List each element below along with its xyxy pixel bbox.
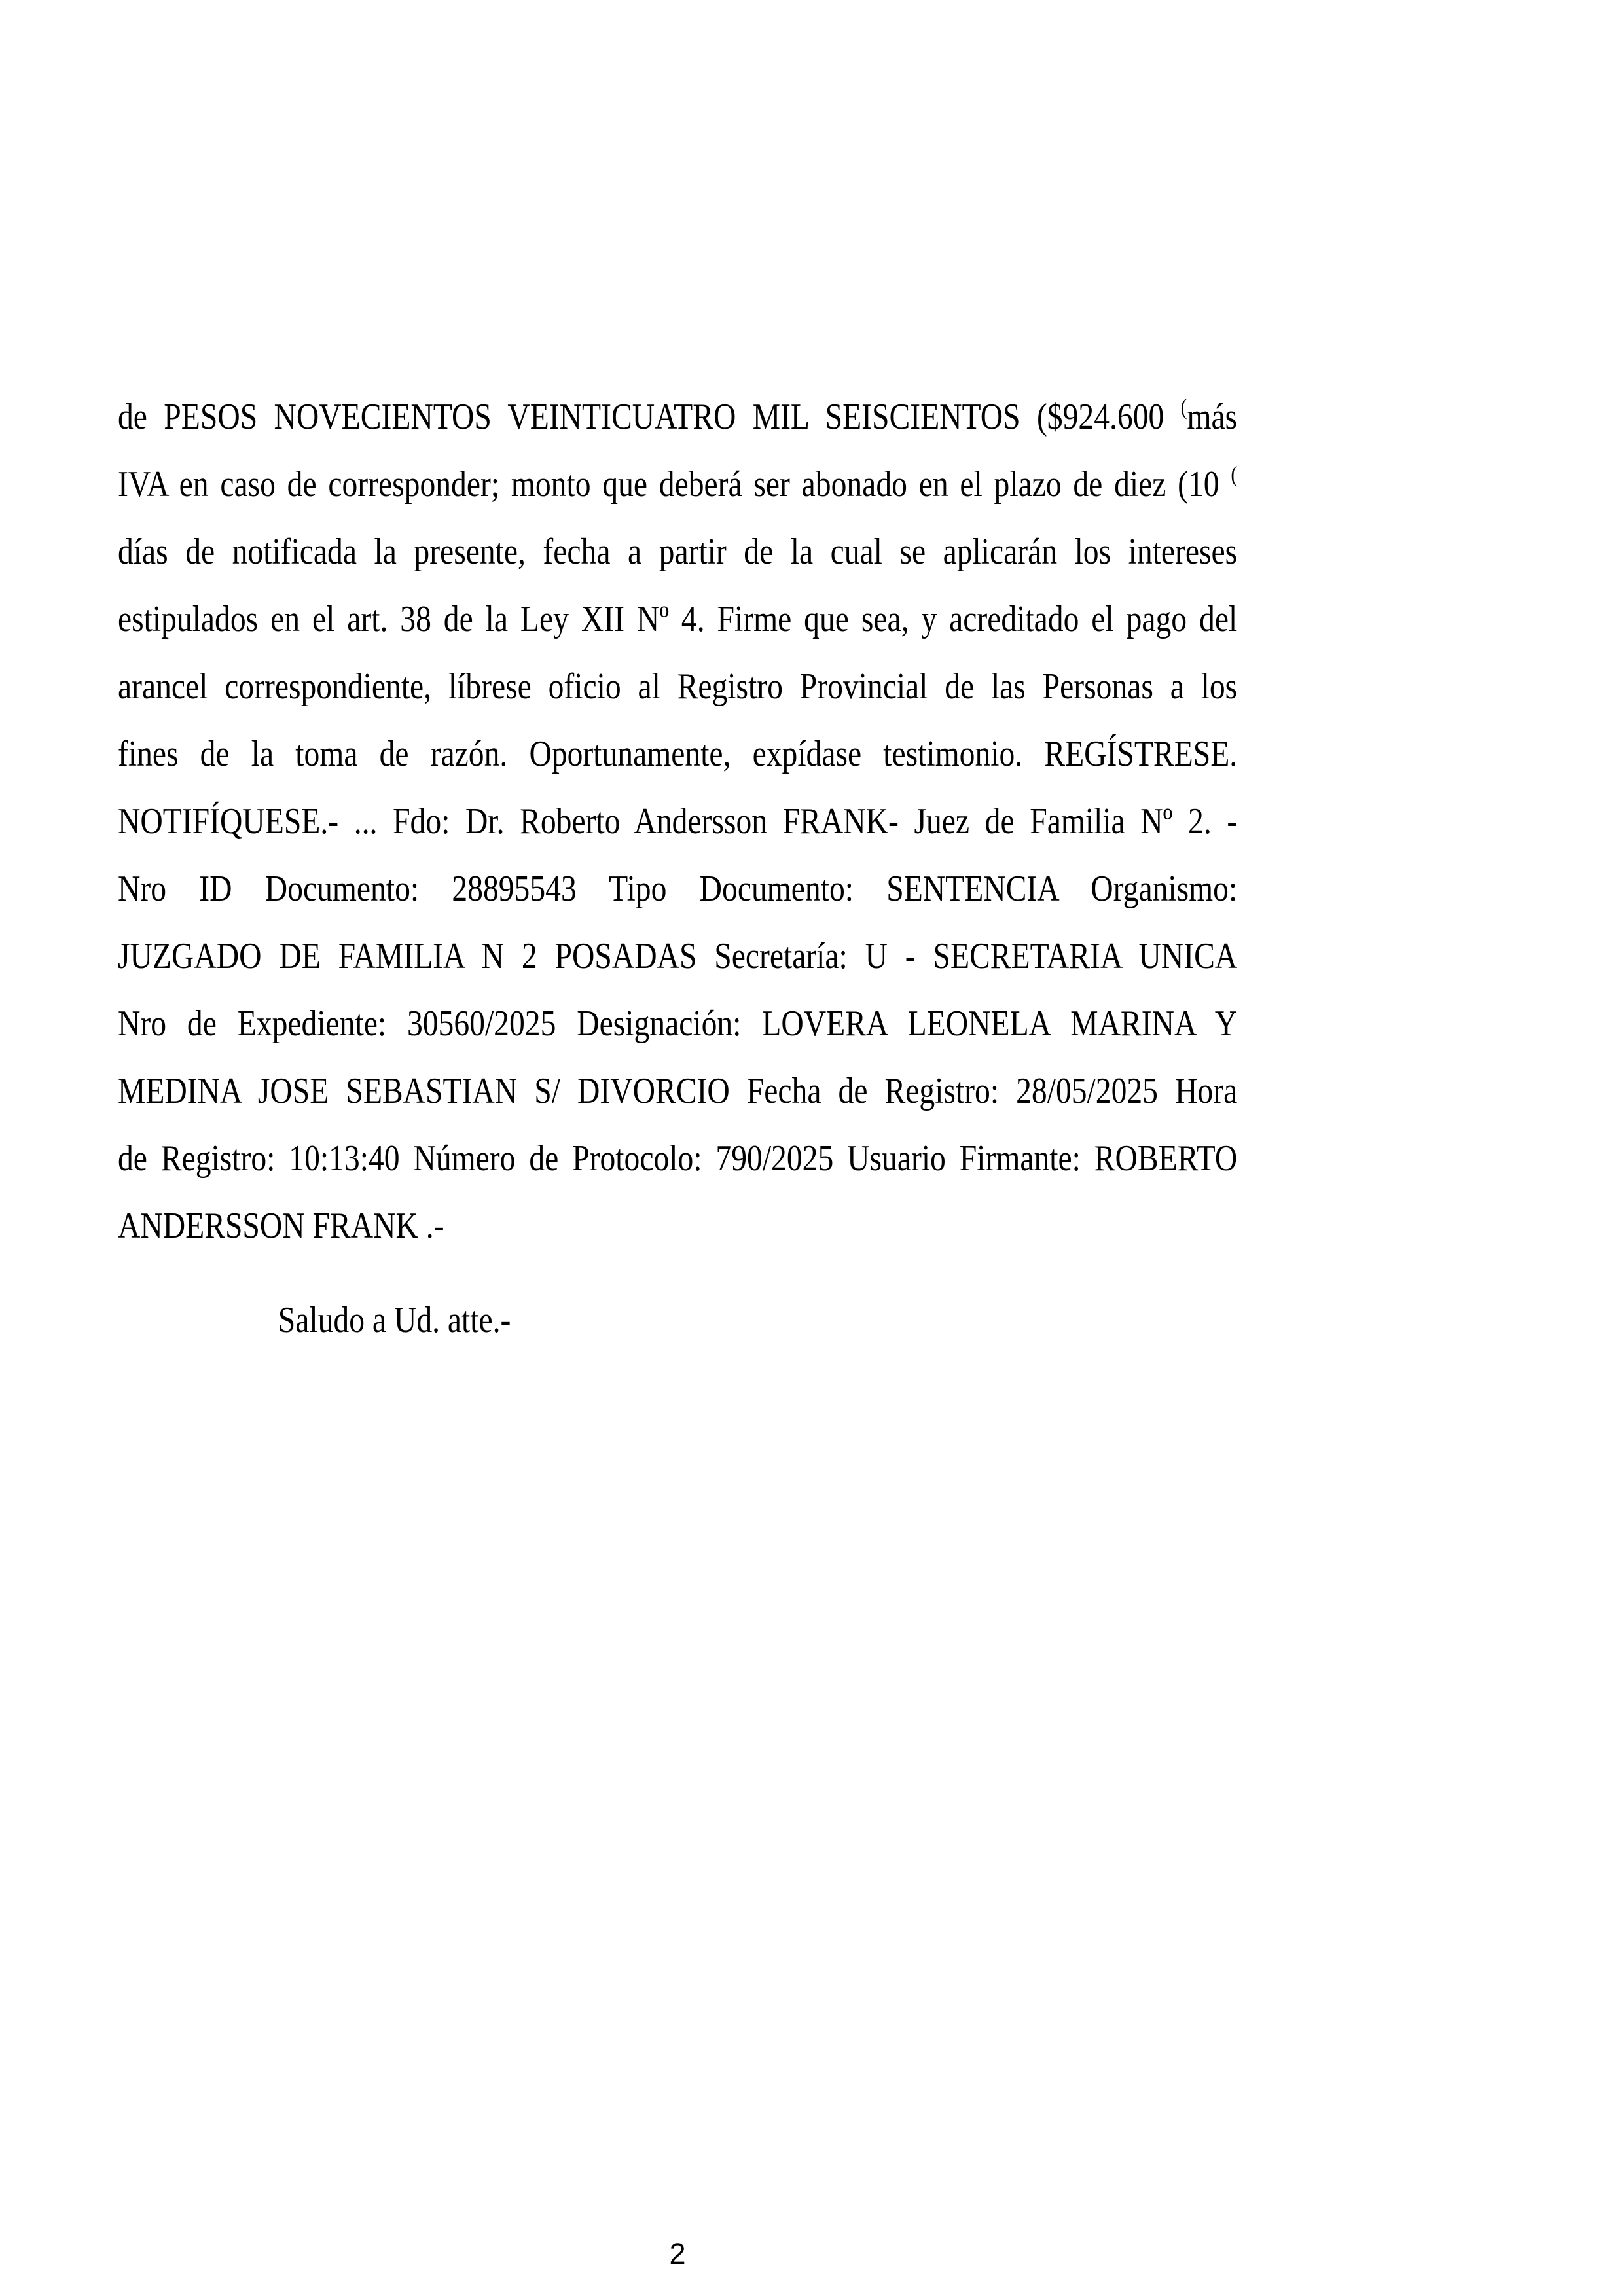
closing-row <box>118 1287 1237 1354</box>
text-segment: IVA en caso de corresponder; monto que deberá ser abonado en el plazo de diez (10 <box>118 464 1231 505</box>
text-segment: más <box>1187 397 1238 437</box>
text-line <box>118 721 1237 788</box>
page-footer <box>118 2233 1237 2275</box>
text-line <box>118 586 1237 653</box>
text-line <box>118 788 1237 855</box>
text-line <box>118 990 1237 1058</box>
text-segment: NOTIFÍQUESE.- ... Fdo: Dr. Roberto Andersson FRANK- Juez de Familia Nº 2. - <box>118 801 1238 842</box>
text-segment: estipulados en el art. 38 de la Ley XII Nº 4. Firme que sea, y acreditado el pago del <box>118 599 1238 639</box>
text-segment: ANDERSSON FRANK .- <box>118 1206 444 1246</box>
text-line <box>118 1193 1237 1260</box>
text-line <box>118 451 1237 518</box>
text-line <box>118 518 1237 586</box>
text-segment: JUZGADO DE FAMILIA N 2 POSADAS Secretaría: U - SECRETARIA UNICA <box>118 936 1238 977</box>
text-segment: de Registro: 10:13:40 Número de Protocolo: 790/2025 Usuario Firmante: ROBERTO <box>118 1138 1238 1179</box>
text-segment: Nro de Expediente: 30560/2025 Designación: LOVERA LEONELA MARINA Y <box>118 1003 1238 1044</box>
closing-salutation: Saludo a Ud. atte.- <box>278 1300 511 1340</box>
body-paragraph <box>118 384 1237 1260</box>
text-segment: Nro ID Documento: 28895543 Tipo Documento: SENTENCIA Organismo: <box>118 869 1238 909</box>
text-segment: MEDINA JOSE SEBASTIAN S/ DIVORCIO Fecha de Registro: 28/05/2025 Hora <box>118 1071 1238 1111</box>
text-line <box>118 384 1237 451</box>
text-segment: de PESOS NOVECIENTOS VEINTICUATRO MIL SEISCIENTOS ($924.600 <box>118 397 1181 437</box>
text-segment: arancel correspondiente, líbrese oficio al Registro Provincial de las Personas a los <box>118 666 1238 707</box>
text-line <box>118 1125 1237 1193</box>
text-line <box>118 923 1237 990</box>
text-line <box>118 653 1237 721</box>
text-line <box>118 855 1237 923</box>
text-line <box>118 1058 1237 1125</box>
text-segment: fines de la toma de razón. Oportunamente, expídase testimonio. REGÍSTRESE. <box>118 734 1238 774</box>
text-segment: días de notificada la presente, fecha a partir de la cual se aplicarán los intereses <box>118 531 1238 572</box>
superscript-paren-mark: ( <box>1180 394 1187 420</box>
document-body <box>118 384 1237 1354</box>
superscript-paren-mark: ( <box>1231 461 1238 488</box>
page-number: 2 <box>669 2237 686 2270</box>
